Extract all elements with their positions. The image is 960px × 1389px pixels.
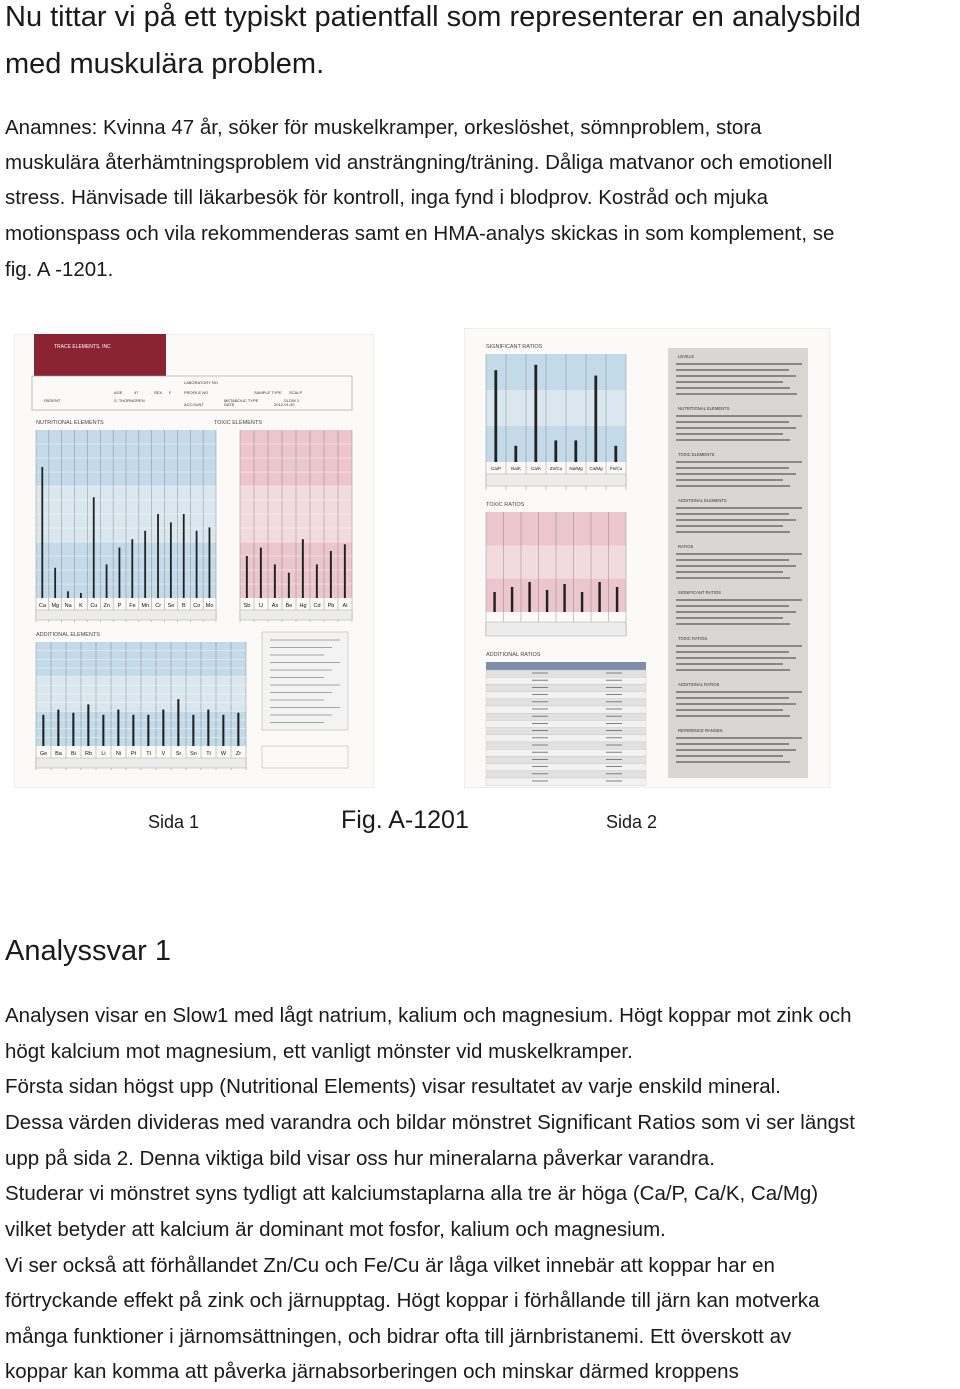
element-symbol: Co — [193, 603, 201, 609]
explanation-heading: NUTRITIONAL ELEMENTS — [678, 406, 730, 411]
lab-field-text: SCALP — [289, 390, 303, 395]
toxic-elements-chart — [240, 430, 352, 622]
table-row — [486, 778, 646, 785]
table-row — [486, 742, 646, 749]
element-symbol: Tl — [146, 751, 151, 757]
table-row — [486, 670, 646, 677]
value-row — [36, 610, 216, 620]
caption-page-1: Sida 1 — [148, 812, 200, 832]
ratio-label: Ca/Mg — [589, 466, 603, 471]
element-bar — [316, 564, 318, 598]
element-bar — [237, 713, 239, 746]
element-bar — [93, 497, 95, 598]
element-bar — [196, 531, 198, 598]
ratio-bar — [598, 582, 600, 612]
lab-field-text: PROFILE NO — [184, 390, 209, 395]
ratio-bar — [511, 587, 513, 612]
lab-field-text: AGE — [114, 390, 123, 395]
lab-field-text: LABORATORY NO — [184, 380, 218, 385]
nutritional-elements-title: NUTRITIONAL ELEMENTS — [36, 420, 104, 426]
value-row — [240, 610, 352, 620]
element-bar — [41, 467, 43, 598]
element-bar — [72, 713, 74, 746]
explanation-heading: ADDITIONAL ELEMENTS — [678, 498, 727, 503]
table-row — [486, 764, 646, 771]
element-symbol: Cr — [155, 603, 162, 609]
ratio-bar — [563, 584, 565, 612]
lab-field-text: PATIENT — [44, 398, 61, 403]
element-symbol: Zr — [235, 751, 242, 757]
element-symbol: Cd — [313, 603, 321, 609]
table-row — [486, 692, 646, 699]
element-symbol: B — [182, 603, 186, 609]
lab-field-text: METABOLIC TYPE — [224, 398, 259, 403]
ratio-bar — [574, 440, 577, 462]
table-row — [486, 713, 646, 720]
element-symbol: Cu — [90, 603, 98, 609]
table-header — [486, 662, 646, 670]
table-row — [486, 677, 646, 684]
intro-heading-line-1: Nu tittar vi på ett typiskt patientfall som representerar en analysbild — [5, 1, 861, 33]
ratio-bar — [494, 370, 497, 462]
element-symbol: Al — [342, 603, 348, 609]
anamnesis-line-2: muskulära återhämtningsproblem vid ansträngning/träning. Dåliga matvanor och emotionell — [5, 151, 833, 174]
element-bar — [132, 715, 134, 746]
element-symbol: Ca — [38, 603, 46, 609]
explanation-heading: REFERENCE RANGES — [678, 728, 723, 733]
element-symbol: Zn — [103, 603, 110, 609]
ratio-bar — [493, 592, 495, 612]
element-bar — [147, 715, 149, 746]
figure-page-2 — [464, 328, 830, 788]
element-bar — [67, 591, 69, 598]
element-symbol: Rb — [84, 751, 93, 757]
table-row — [486, 756, 646, 763]
element-bar — [260, 548, 262, 598]
table-row — [486, 720, 646, 727]
element-bar — [177, 699, 179, 746]
chart-band — [486, 354, 626, 390]
ratio-bar — [514, 446, 517, 462]
element-symbol: Ti — [206, 751, 211, 757]
explanation-heading: RATIOS — [678, 544, 694, 549]
element-symbol: Ge — [39, 751, 48, 757]
table-row — [486, 706, 646, 713]
analysis-line-6: Studerar vi mönstret syns tydligt att kalciumstaplarna alla tre är höga (Ca/P, Ca/K, Ca/Mg) — [5, 1182, 819, 1205]
table-row — [486, 771, 646, 778]
element-bar — [57, 710, 59, 746]
anamnesis-line-3: stress. Hänvisade till läkarbesök för kontroll, inga fynd i blodprov. Kostråd och mjuka — [5, 186, 769, 209]
analysis-line-10: många funktioner i järnomsättningen, och bidrar ofta till järnbristanemi. Ett överskott av — [5, 1325, 792, 1348]
element-symbol: Mg — [51, 603, 60, 609]
ratio-bar — [614, 446, 617, 462]
element-bar — [222, 715, 224, 746]
table-row — [486, 684, 646, 691]
element-bar — [117, 710, 119, 746]
element-bar — [131, 539, 133, 598]
additional-elements-title: ADDITIONAL ELEMENTS — [36, 632, 100, 638]
element-symbol: As — [271, 603, 279, 609]
anamnesis-line-1: Anamnes: Kvinna 47 år, söker för muskelkramper, orkeslöshet, sömnproblem, stora — [5, 116, 762, 139]
ratio-label: Na/Mg — [569, 466, 583, 471]
element-symbol: Be — [285, 603, 293, 609]
element-bar — [87, 704, 89, 746]
lab-field-text: F — [169, 390, 172, 395]
element-bar — [42, 715, 44, 746]
element-bar — [157, 514, 159, 598]
element-bar — [192, 715, 194, 746]
figure-page-1 — [14, 334, 374, 788]
element-symbol: Pb — [327, 603, 335, 609]
lab-field-text: SLOW 1 — [284, 398, 300, 403]
lab-field-text: 2012-01-30 — [274, 402, 295, 407]
element-symbol: Sn — [190, 751, 197, 757]
analysis-line-9: förtryckande effekt på zink och järnupptag. Högt koppar i förhållande till järn kan motverka — [5, 1289, 820, 1312]
element-bar — [288, 573, 290, 598]
element-symbol: P — [117, 603, 122, 609]
analysis-line-7: vilket betyder att kalcium är dominant mot fosfor, kalium och magnesium. — [5, 1218, 666, 1241]
element-symbol: K — [79, 603, 83, 609]
analysis-line-3: Första sidan högst upp (Nutritional Elements) visar resultatet av varje enskild mineral. — [5, 1075, 781, 1098]
analysis-line-2: högt kalcium mot magnesium, ett vanligt mönster vid muskelkramper. — [5, 1040, 633, 1063]
element-symbol: Sb — [243, 603, 251, 609]
element-symbol: U — [259, 603, 263, 609]
anamnesis-line-5: fig. A -1201. — [5, 258, 114, 281]
significant-ratios-title: SIGNIFICANT RATIOS — [486, 344, 543, 350]
element-symbol: Mn — [141, 603, 150, 609]
report-header-logo — [34, 334, 166, 376]
element-symbol: Na — [64, 603, 72, 609]
element-symbol: Bi — [71, 751, 76, 757]
chart-band — [486, 390, 626, 426]
element-symbol: Ni — [115, 751, 122, 757]
element-symbol: Pt — [130, 751, 137, 757]
element-symbol: Se — [167, 603, 175, 609]
additional-ratios-title: ADDITIONAL RATIOS — [486, 652, 541, 658]
element-symbol: Fe — [129, 603, 136, 609]
ratio-label: Ca/K — [530, 466, 542, 471]
element-bar — [330, 551, 332, 598]
analysis-line-11: koppar kan komma att påverka järnabsorberingen och minskar därmed kroppens — [5, 1360, 739, 1383]
figure-label: Fig. A-1201 — [341, 806, 469, 834]
ratio-bar — [554, 440, 557, 462]
table-row — [486, 699, 646, 706]
lab-field-text: SEX — [154, 390, 163, 395]
explanation-heading: TOXIC ELEMENTS — [678, 452, 715, 457]
table-row — [486, 735, 646, 742]
explanation-heading: LEVELS — [678, 354, 694, 359]
additional-ratios-table — [486, 662, 646, 785]
element-symbol: Li — [101, 751, 106, 757]
explanation-heading: ADDITIONAL RATIOS — [678, 682, 720, 687]
value-row — [486, 622, 626, 636]
element-symbol: W — [220, 751, 227, 757]
ratio-label: Zn/Cu — [549, 466, 563, 471]
element-bar — [80, 593, 82, 598]
analysis-line-4: Dessa värden divideras med varandra och bildar mönstret Significant Ratios som vi ser längst — [5, 1111, 855, 1134]
element-bar — [209, 527, 211, 598]
nutritional-elements-chart — [36, 430, 216, 622]
element-bar — [106, 564, 108, 598]
ratio-bar — [528, 582, 530, 612]
table-row — [486, 749, 646, 756]
lab-field-text: ACCOUNT — [184, 402, 204, 407]
element-bar — [144, 531, 146, 598]
element-symbol: Ba — [55, 751, 62, 757]
ratio-label: Ca/P — [490, 466, 502, 471]
analysis-line-5: upp på sida 2. Denna viktiga bild visar oss hur mineralarna påverkar varandra. — [5, 1147, 715, 1170]
explanation-heading: TOXIC RATIOS — [678, 636, 708, 641]
lab-field-text: S. THORNGREN — [114, 398, 145, 403]
caption-page-2: Sida 2 — [606, 812, 658, 832]
lab-field-text: DATE — [224, 402, 235, 407]
ratio-label: Fe/Cu — [609, 466, 623, 471]
ratio-label: Na/K — [510, 466, 522, 471]
lab-field-text: 47 — [134, 390, 139, 395]
element-bar — [207, 710, 209, 746]
analysis-line-1: Analysen visar en Slow1 med lågt natrium, kalium och magnesium. Högt koppar mot zink och — [5, 1004, 852, 1027]
table-row — [486, 728, 646, 735]
explanation-column — [668, 348, 808, 778]
lab-field-text: SAMPLE TYPE — [254, 390, 282, 395]
analysis-line-8: Vi ser också att förhållandet Zn/Cu och Fe/Cu är låga vilket innebär att koppar har en — [5, 1254, 775, 1277]
ratio-bar — [546, 590, 548, 612]
element-bar — [119, 548, 121, 598]
element-bar — [170, 522, 172, 598]
element-bar — [302, 539, 304, 598]
ratio-bar — [581, 592, 583, 612]
ratio-bar — [594, 376, 597, 462]
element-bar — [246, 556, 248, 598]
element-bar — [54, 568, 56, 598]
element-symbol: Hg — [299, 603, 307, 609]
analysis-heading: Analyssvar 1 — [5, 935, 172, 967]
ratio-bar — [616, 587, 618, 612]
anamnesis-line-4: motionspass och vila rekommenderas samt en HMA-analys skickas in som komplement, se — [5, 222, 835, 245]
value-row — [36, 758, 246, 768]
toxic-ratios-title: TOXIC RATIOS — [486, 502, 525, 508]
element-bar — [183, 514, 185, 598]
element-bar — [274, 564, 276, 598]
explanation-heading: SIGNIFICANT RATIOS — [678, 590, 721, 595]
intro-heading-line-2: med muskulära problem. — [5, 48, 325, 80]
toxic-elements-title: TOXIC ELEMENTS — [214, 420, 262, 426]
ratio-bar — [534, 365, 537, 462]
element-bar — [102, 715, 104, 746]
element-bar — [162, 710, 164, 746]
element-symbol: Mo — [205, 603, 214, 609]
value-row — [486, 474, 626, 486]
element-bar — [344, 544, 346, 598]
report-header-title: TRACE ELEMENTS, INC — [54, 344, 111, 350]
element-symbol: Sr — [175, 751, 182, 757]
element-symbol: V — [161, 751, 166, 757]
